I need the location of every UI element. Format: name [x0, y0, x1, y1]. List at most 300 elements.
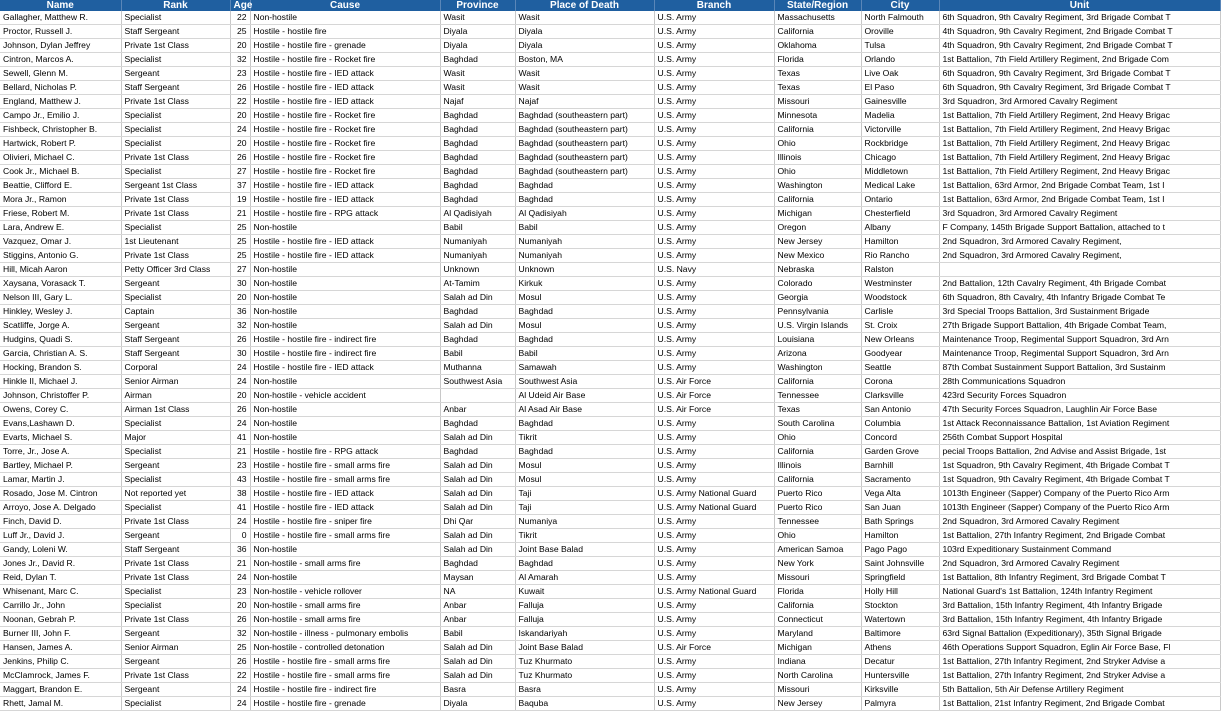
cell-cause[interactable]: Hostile - hostile fire - sniper fire — [250, 515, 440, 529]
cell-unit[interactable]: 1st Battalion, 27th Infantry Regiment, 2nd Brigade Combat — [939, 529, 1220, 543]
cell-province[interactable]: Salah ad Din — [440, 501, 515, 515]
cell-state-region[interactable]: South Carolina — [774, 417, 861, 431]
cell-state-region[interactable]: Texas — [774, 403, 861, 417]
cell-cause[interactable]: Hostile - hostile fire - IED attack — [250, 179, 440, 193]
cell-cause[interactable]: Non-hostile — [250, 277, 440, 291]
cell-city[interactable]: Goodyear — [861, 347, 939, 361]
cell-cause[interactable]: Hostile - hostile fire - RPG attack — [250, 207, 440, 221]
cell-branch[interactable]: U.S. Army — [654, 613, 774, 627]
cell-age[interactable]: 23 — [230, 459, 250, 473]
cell-place-of-death[interactable]: Al Amarah — [515, 571, 654, 585]
cell-age[interactable]: 22 — [230, 11, 250, 25]
cell-place-of-death[interactable]: Numaniyah — [515, 235, 654, 249]
cell-province[interactable]: Salah ad Din — [440, 487, 515, 501]
cell-state-region[interactable]: Texas — [774, 67, 861, 81]
cell-city[interactable]: Clarksville — [861, 389, 939, 403]
cell-rank[interactable]: Sergeant — [121, 277, 230, 291]
header-branch[interactable]: Branch — [654, 0, 774, 11]
cell-state-region[interactable]: Illinois — [774, 459, 861, 473]
cell-state-region[interactable]: Pennsylvania — [774, 305, 861, 319]
table-row[interactable] — [0, 655, 1220, 669]
table-row[interactable] — [0, 529, 1220, 543]
cell-rank[interactable]: Specialist — [121, 11, 230, 25]
cell-province[interactable]: Numaniyah — [440, 249, 515, 263]
cell-rank[interactable]: Specialist — [121, 501, 230, 515]
cell-cause[interactable]: Non-hostile — [250, 431, 440, 445]
cell-age[interactable]: 25 — [230, 221, 250, 235]
cell-cause[interactable]: Hostile - hostile fire - IED attack — [250, 249, 440, 263]
cell-province[interactable]: Babil — [440, 221, 515, 235]
cell-rank[interactable]: Specialist — [121, 417, 230, 431]
cell-city[interactable]: Medical Lake — [861, 179, 939, 193]
cell-rank[interactable]: Private 1st Class — [121, 515, 230, 529]
cell-city[interactable]: Gainesville — [861, 95, 939, 109]
cell-province[interactable]: Al Qadisiyah — [440, 207, 515, 221]
cell-place-of-death[interactable]: Baghdad (southeastern part) — [515, 151, 654, 165]
cell-age[interactable]: 23 — [230, 67, 250, 81]
cell-unit[interactable]: F Company, 145th Brigade Support Battalion, attached to t — [939, 221, 1220, 235]
cell-age[interactable]: 26 — [230, 81, 250, 95]
cell-rank[interactable]: Specialist — [121, 291, 230, 305]
cell-state-region[interactable]: Louisiana — [774, 333, 861, 347]
table-row[interactable] — [0, 165, 1220, 179]
cell-branch[interactable]: U.S. Army — [654, 221, 774, 235]
cell-unit[interactable]: 4th Squadron, 9th Cavalry Regiment, 2nd Brigade Combat T — [939, 25, 1220, 39]
cell-cause[interactable]: Hostile - hostile fire - grenade — [250, 697, 440, 711]
cell-rank[interactable]: Private 1st Class — [121, 193, 230, 207]
cell-state-region[interactable]: Washington — [774, 179, 861, 193]
cell-name[interactable]: Lara, Andrew E. — [0, 221, 121, 235]
cell-cause[interactable]: Hostile - hostile fire - IED attack — [250, 235, 440, 249]
cell-cause[interactable]: Hostile - hostile fire - IED attack — [250, 95, 440, 109]
cell-state-region[interactable]: Missouri — [774, 95, 861, 109]
cell-state-region[interactable]: Ohio — [774, 137, 861, 151]
cell-branch[interactable]: U.S. Army National Guard — [654, 487, 774, 501]
cell-name[interactable]: Evarts, Michael S. — [0, 431, 121, 445]
cell-place-of-death[interactable]: Boston, MA — [515, 53, 654, 67]
cell-cause[interactable]: Non-hostile — [250, 221, 440, 235]
cell-unit[interactable]: 87th Combat Sustainment Support Battalion, 3rd Sustainm — [939, 361, 1220, 375]
table-row[interactable] — [0, 123, 1220, 137]
cell-province[interactable]: Baghdad — [440, 123, 515, 137]
cell-name[interactable]: Arroyo, Jose A. Delgado — [0, 501, 121, 515]
cell-age[interactable]: 26 — [230, 613, 250, 627]
cell-rank[interactable]: Not reported yet — [121, 487, 230, 501]
cell-rank[interactable]: Sergeant — [121, 319, 230, 333]
cell-branch[interactable]: U.S. Army — [654, 361, 774, 375]
cell-name[interactable]: Hill, Micah Aaron — [0, 263, 121, 277]
cell-place-of-death[interactable]: Numaniya — [515, 515, 654, 529]
cell-province[interactable]: Baghdad — [440, 53, 515, 67]
cell-rank[interactable]: 1st Lieutenant — [121, 235, 230, 249]
table-row[interactable] — [0, 417, 1220, 431]
cell-name[interactable]: Gandy, Loleni W. — [0, 543, 121, 557]
cell-place-of-death[interactable]: Baghdad (southeastern part) — [515, 137, 654, 151]
cell-province[interactable] — [440, 389, 515, 403]
table-row[interactable] — [0, 25, 1220, 39]
cell-rank[interactable]: Staff Sergeant — [121, 25, 230, 39]
cell-cause[interactable]: Hostile - hostile fire - IED attack — [250, 487, 440, 501]
cell-state-region[interactable]: Georgia — [774, 291, 861, 305]
cell-rank[interactable]: Specialist — [121, 599, 230, 613]
cell-city[interactable]: Chicago — [861, 151, 939, 165]
cell-province[interactable]: Muthanna — [440, 361, 515, 375]
cell-unit[interactable]: 3rd Special Troops Battalion, 3rd Sustainment Brigade — [939, 305, 1220, 319]
cell-age[interactable]: 36 — [230, 305, 250, 319]
cell-place-of-death[interactable]: Baquba — [515, 697, 654, 711]
cell-cause[interactable]: Hostile - hostile fire - IED attack — [250, 361, 440, 375]
table-row[interactable] — [0, 179, 1220, 193]
cell-place-of-death[interactable]: Samawah — [515, 361, 654, 375]
cell-name[interactable]: Fishbeck, Christopher B. — [0, 123, 121, 137]
cell-name[interactable]: Bellard, Nicholas P. — [0, 81, 121, 95]
table-row[interactable] — [0, 221, 1220, 235]
cell-branch[interactable]: U.S. Army — [654, 417, 774, 431]
cell-unit[interactable]: 1st Battalion, 27th Infantry Regiment, 2nd Stryker Advise a — [939, 655, 1220, 669]
cell-city[interactable]: Holly Hill — [861, 585, 939, 599]
cell-place-of-death[interactable]: Mosul — [515, 459, 654, 473]
cell-city[interactable]: Corona — [861, 375, 939, 389]
cell-age[interactable]: 27 — [230, 263, 250, 277]
cell-cause[interactable]: Hostile - hostile fire - Rocket fire — [250, 123, 440, 137]
cell-rank[interactable]: Sergeant 1st Class — [121, 179, 230, 193]
cell-branch[interactable]: U.S. Army — [654, 655, 774, 669]
header-state-region[interactable]: State/Region — [774, 0, 861, 11]
cell-place-of-death[interactable]: Mosul — [515, 319, 654, 333]
cell-cause[interactable]: Hostile - hostile fire — [250, 25, 440, 39]
cell-city[interactable]: Barnhill — [861, 459, 939, 473]
cell-age[interactable]: 19 — [230, 193, 250, 207]
cell-branch[interactable]: U.S. Army — [654, 697, 774, 711]
cell-unit[interactable]: 1st Battalion, 7th Field Artillery Regiment, 2nd Heavy Brigac — [939, 165, 1220, 179]
cell-name[interactable]: Hansen, James A. — [0, 641, 121, 655]
cell-unit[interactable]: 1st Battalion, 7th Field Artillery Regiment, 2nd Brigade Com — [939, 53, 1220, 67]
cell-state-region[interactable]: Florida — [774, 53, 861, 67]
cell-state-region[interactable]: Nebraska — [774, 263, 861, 277]
cell-state-region[interactable]: California — [774, 473, 861, 487]
cell-province[interactable]: Salah ad Din — [440, 655, 515, 669]
cell-cause[interactable]: Hostile - hostile fire - IED attack — [250, 193, 440, 207]
cell-place-of-death[interactable]: Tuz Khurmato — [515, 669, 654, 683]
table-row[interactable] — [0, 641, 1220, 655]
cell-name[interactable]: Jones Jr., David R. — [0, 557, 121, 571]
cell-age[interactable]: 26 — [230, 151, 250, 165]
cell-cause[interactable]: Hostile - hostile fire - small arms fire — [250, 459, 440, 473]
cell-province[interactable]: Anbar — [440, 599, 515, 613]
cell-place-of-death[interactable]: Kuwait — [515, 585, 654, 599]
cell-province[interactable]: Maysan — [440, 571, 515, 585]
cell-unit[interactable]: Maintenance Troop, Regimental Support Squadron, 3rd Arn — [939, 347, 1220, 361]
cell-rank[interactable]: Staff Sergeant — [121, 543, 230, 557]
cell-city[interactable]: Baltimore — [861, 627, 939, 641]
cell-name[interactable]: Beattie, Clifford E. — [0, 179, 121, 193]
cell-place-of-death[interactable]: Southwest Asia — [515, 375, 654, 389]
cell-rank[interactable]: Specialist — [121, 165, 230, 179]
cell-place-of-death[interactable]: Wasit — [515, 81, 654, 95]
cell-province[interactable]: Anbar — [440, 403, 515, 417]
cell-place-of-death[interactable]: Tikrit — [515, 431, 654, 445]
cell-age[interactable]: 20 — [230, 109, 250, 123]
cell-state-region[interactable]: New York — [774, 557, 861, 571]
header-cause[interactable]: Cause — [250, 0, 440, 11]
cell-cause[interactable]: Non-hostile — [250, 291, 440, 305]
cell-state-region[interactable]: Minnesota — [774, 109, 861, 123]
cell-cause[interactable]: Non-hostile - vehicle accident — [250, 389, 440, 403]
cell-city[interactable]: Rockbridge — [861, 137, 939, 151]
table-row[interactable] — [0, 11, 1220, 25]
cell-cause[interactable]: Hostile - hostile fire - small arms fire — [250, 529, 440, 543]
cell-branch[interactable]: U.S. Air Force — [654, 389, 774, 403]
cell-city[interactable]: North Falmouth — [861, 11, 939, 25]
cell-age[interactable]: 23 — [230, 585, 250, 599]
cell-unit[interactable]: 1st Battalion, 7th Field Artillery Regiment, 2nd Heavy Brigac — [939, 137, 1220, 151]
cell-unit[interactable]: 2nd Battalion, 12th Cavalry Regiment, 4th Brigade Combat — [939, 277, 1220, 291]
cell-city[interactable]: Tulsa — [861, 39, 939, 53]
cell-province[interactable]: Baghdad — [440, 445, 515, 459]
cell-name[interactable]: Evans,Lashawn D. — [0, 417, 121, 431]
cell-rank[interactable]: Sergeant — [121, 67, 230, 81]
cell-city[interactable]: Middletown — [861, 165, 939, 179]
cell-name[interactable]: Owens, Corey C. — [0, 403, 121, 417]
cell-province[interactable]: Baghdad — [440, 165, 515, 179]
table-row[interactable] — [0, 445, 1220, 459]
cell-branch[interactable]: U.S. Air Force — [654, 641, 774, 655]
cell-rank[interactable]: Specialist — [121, 221, 230, 235]
cell-cause[interactable]: Hostile - hostile fire - Rocket fire — [250, 151, 440, 165]
table-row[interactable] — [0, 515, 1220, 529]
cell-city[interactable]: Saint Johnsville — [861, 557, 939, 571]
cell-name[interactable]: Scatliffe, Jorge A. — [0, 319, 121, 333]
cell-name[interactable]: Proctor, Russell J. — [0, 25, 121, 39]
cell-state-region[interactable]: Missouri — [774, 683, 861, 697]
cell-age[interactable]: 26 — [230, 403, 250, 417]
cell-province[interactable]: Salah ad Din — [440, 529, 515, 543]
cell-place-of-death[interactable]: Wasit — [515, 11, 654, 25]
cell-rank[interactable]: Private 1st Class — [121, 669, 230, 683]
cell-rank[interactable]: Sergeant — [121, 529, 230, 543]
cell-branch[interactable]: U.S. Army — [654, 25, 774, 39]
cell-state-region[interactable]: New Mexico — [774, 249, 861, 263]
table-row[interactable] — [0, 249, 1220, 263]
cell-place-of-death[interactable]: Baghdad — [515, 557, 654, 571]
cell-place-of-death[interactable]: Iskandariyah — [515, 627, 654, 641]
cell-city[interactable]: Carlisle — [861, 305, 939, 319]
cell-province[interactable]: Najaf — [440, 95, 515, 109]
cell-unit[interactable]: Maintenance Troop, Regimental Support Squadron, 3rd Arn — [939, 333, 1220, 347]
cell-name[interactable]: Garcia, Christian A. S. — [0, 347, 121, 361]
cell-rank[interactable]: Captain — [121, 305, 230, 319]
cell-age[interactable]: 24 — [230, 417, 250, 431]
cell-unit[interactable]: 63rd Signal Battalion (Expeditionary), 35th Signal Brigade — [939, 627, 1220, 641]
cell-place-of-death[interactable]: Basra — [515, 683, 654, 697]
cell-name[interactable]: Gallagher, Matthew R. — [0, 11, 121, 25]
cell-name[interactable]: Luff Jr., David J. — [0, 529, 121, 543]
cell-branch[interactable]: U.S. Army — [654, 81, 774, 95]
table-row[interactable] — [0, 291, 1220, 305]
cell-age[interactable]: 20 — [230, 291, 250, 305]
cell-unit[interactable]: 1st Attack Reconnaissance Battalion, 1st Aviation Regiment — [939, 417, 1220, 431]
cell-branch[interactable]: U.S. Army — [654, 249, 774, 263]
cell-unit[interactable]: 1st Battalion, 8th Infantry Regiment, 3rd Brigade Combat T — [939, 571, 1220, 585]
cell-province[interactable]: Baghdad — [440, 193, 515, 207]
cell-age[interactable]: 27 — [230, 165, 250, 179]
cell-place-of-death[interactable]: Falluja — [515, 599, 654, 613]
table-row[interactable] — [0, 277, 1220, 291]
cell-state-region[interactable]: Washington — [774, 361, 861, 375]
cell-rank[interactable]: Specialist — [121, 109, 230, 123]
cell-age[interactable]: 20 — [230, 599, 250, 613]
cell-unit[interactable]: 1st Battalion, 7th Field Artillery Regiment, 2nd Heavy Brigac — [939, 151, 1220, 165]
cell-place-of-death[interactable]: Baghdad (southeastern part) — [515, 123, 654, 137]
cell-cause[interactable]: Hostile - hostile fire - IED attack — [250, 501, 440, 515]
table-row[interactable] — [0, 39, 1220, 53]
cell-province[interactable]: Anbar — [440, 613, 515, 627]
cell-age[interactable]: 24 — [230, 123, 250, 137]
cell-city[interactable]: Hamilton — [861, 529, 939, 543]
cell-unit[interactable]: 6th Squadron, 8th Cavalry, 4th Infantry Brigade Combat Te — [939, 291, 1220, 305]
cell-cause[interactable]: Hostile - hostile fire - Rocket fire — [250, 53, 440, 67]
cell-unit[interactable]: 423rd Security Forces Squadron — [939, 389, 1220, 403]
cell-branch[interactable]: U.S. Army — [654, 165, 774, 179]
cell-place-of-death[interactable]: Joint Base Balad — [515, 543, 654, 557]
cell-name[interactable]: Friese, Robert M. — [0, 207, 121, 221]
cell-state-region[interactable]: California — [774, 123, 861, 137]
cell-province[interactable]: Baghdad — [440, 151, 515, 165]
cell-province[interactable]: Baghdad — [440, 179, 515, 193]
cell-branch[interactable]: U.S. Army — [654, 53, 774, 67]
cell-cause[interactable]: Non-hostile - small arms fire — [250, 613, 440, 627]
cell-name[interactable]: Carrillo Jr., John — [0, 599, 121, 613]
cell-unit[interactable]: 46th Operations Support Squadron, Eglin Air Force Base, Fl — [939, 641, 1220, 655]
cell-cause[interactable]: Hostile - hostile fire - small arms fire — [250, 655, 440, 669]
cell-rank[interactable]: Private 1st Class — [121, 557, 230, 571]
cell-cause[interactable]: Hostile - hostile fire - indirect fire — [250, 683, 440, 697]
cell-unit[interactable]: 6th Squadron, 9th Cavalry Regiment, 3rd Brigade Combat T — [939, 67, 1220, 81]
table-row[interactable] — [0, 473, 1220, 487]
cell-rank[interactable]: Private 1st Class — [121, 151, 230, 165]
cell-rank[interactable]: Staff Sergeant — [121, 81, 230, 95]
table-row[interactable] — [0, 361, 1220, 375]
cell-state-region[interactable]: Michigan — [774, 641, 861, 655]
cell-age[interactable]: 0 — [230, 529, 250, 543]
cell-place-of-death[interactable]: Baghdad — [515, 417, 654, 431]
cell-city[interactable]: Huntersville — [861, 669, 939, 683]
cell-city[interactable]: Westminster — [861, 277, 939, 291]
cell-rank[interactable]: Staff Sergeant — [121, 347, 230, 361]
cell-city[interactable]: Seattle — [861, 361, 939, 375]
cell-province[interactable]: NA — [440, 585, 515, 599]
cell-unit[interactable]: 1013th Engineer (Sapper) Company of the Puerto Rico Arm — [939, 501, 1220, 515]
cell-name[interactable]: Olivieri, Michael C. — [0, 151, 121, 165]
cell-cause[interactable]: Non-hostile - illness - pulmonary embolis — [250, 627, 440, 641]
cell-branch[interactable]: U.S. Army — [654, 319, 774, 333]
cell-branch[interactable]: U.S. Navy — [654, 263, 774, 277]
cell-province[interactable]: Dhi Qar — [440, 515, 515, 529]
cell-place-of-death[interactable]: Wasit — [515, 67, 654, 81]
table-row[interactable] — [0, 235, 1220, 249]
cell-unit[interactable]: 2nd Squadron, 3rd Armored Cavalry Regiment — [939, 557, 1220, 571]
cell-age[interactable]: 41 — [230, 431, 250, 445]
cell-state-region[interactable]: Massachusetts — [774, 11, 861, 25]
cell-name[interactable]: Cook Jr., Michael B. — [0, 165, 121, 179]
table-row[interactable] — [0, 109, 1220, 123]
table-row[interactable] — [0, 263, 1220, 277]
cell-rank[interactable]: Private 1st Class — [121, 39, 230, 53]
cell-province[interactable]: Babil — [440, 347, 515, 361]
cell-city[interactable]: Decatur — [861, 655, 939, 669]
cell-age[interactable]: 30 — [230, 277, 250, 291]
cell-unit[interactable]: 1st Squadron, 9th Cavalry Regiment, 4th Brigade Combat T — [939, 473, 1220, 487]
cell-unit[interactable]: pecial Troops Battalion, 2nd Advise and Assist Brigade, 1st — [939, 445, 1220, 459]
cell-state-region[interactable]: Tennessee — [774, 389, 861, 403]
cell-province[interactable]: Basra — [440, 683, 515, 697]
cell-city[interactable]: El Paso — [861, 81, 939, 95]
cell-age[interactable]: 24 — [230, 571, 250, 585]
cell-place-of-death[interactable]: Tikrit — [515, 529, 654, 543]
cell-name[interactable]: Finch, David D. — [0, 515, 121, 529]
table-row[interactable] — [0, 389, 1220, 403]
cell-place-of-death[interactable]: Babil — [515, 221, 654, 235]
cell-cause[interactable]: Hostile - hostile fire - Rocket fire — [250, 165, 440, 179]
cell-branch[interactable]: U.S. Army — [654, 459, 774, 473]
table-row[interactable] — [0, 543, 1220, 557]
cell-branch[interactable]: U.S. Army — [654, 571, 774, 585]
table-row[interactable] — [0, 67, 1220, 81]
cell-rank[interactable]: Specialist — [121, 137, 230, 151]
cell-state-region[interactable]: Arizona — [774, 347, 861, 361]
cell-age[interactable]: 25 — [230, 25, 250, 39]
cell-age[interactable]: 20 — [230, 137, 250, 151]
cell-name[interactable]: Whisenant, Marc C. — [0, 585, 121, 599]
cell-province[interactable]: Wasit — [440, 67, 515, 81]
cell-branch[interactable]: U.S. Army — [654, 445, 774, 459]
cell-state-region[interactable]: Texas — [774, 81, 861, 95]
header-province[interactable]: Province — [440, 0, 515, 11]
cell-unit[interactable]: 3rd Squadron, 3rd Armored Cavalry Regiment — [939, 95, 1220, 109]
cell-branch[interactable]: U.S. Army — [654, 151, 774, 165]
table-row[interactable] — [0, 431, 1220, 445]
cell-name[interactable]: Vazquez, Omar J. — [0, 235, 121, 249]
cell-age[interactable]: 38 — [230, 487, 250, 501]
cell-place-of-death[interactable]: Taji — [515, 487, 654, 501]
cell-rank[interactable]: Airman 1st Class — [121, 403, 230, 417]
header-rank[interactable]: Rank — [121, 0, 230, 11]
cell-name[interactable]: Hinkle II, Michael J. — [0, 375, 121, 389]
cell-rank[interactable]: Major — [121, 431, 230, 445]
cell-cause[interactable]: Hostile - hostile fire - Rocket fire — [250, 137, 440, 151]
cell-branch[interactable]: U.S. Army — [654, 95, 774, 109]
cell-rank[interactable]: Senior Airman — [121, 641, 230, 655]
cell-state-region[interactable]: Tennessee — [774, 515, 861, 529]
cell-unit[interactable]: 3rd Battalion, 15th Infantry Regiment, 4th Infantry Brigade — [939, 599, 1220, 613]
cell-place-of-death[interactable]: Baghdad — [515, 193, 654, 207]
cell-unit[interactable]: 6th Squadron, 9th Cavalry Regiment, 3rd Brigade Combat T — [939, 11, 1220, 25]
cell-place-of-death[interactable]: Tuz Khurmato — [515, 655, 654, 669]
header-unit[interactable]: Unit — [939, 0, 1220, 11]
cell-cause[interactable]: Hostile - hostile fire - indirect fire — [250, 347, 440, 361]
cell-age[interactable]: 21 — [230, 557, 250, 571]
cell-cause[interactable]: Non-hostile - controlled detonation — [250, 641, 440, 655]
table-row[interactable] — [0, 347, 1220, 361]
cell-age[interactable]: 21 — [230, 445, 250, 459]
cell-city[interactable]: Springfield — [861, 571, 939, 585]
cell-branch[interactable]: U.S. Air Force — [654, 403, 774, 417]
cell-cause[interactable]: Non-hostile - vehicle rollover — [250, 585, 440, 599]
cell-unit[interactable]: 256th Combat Support Hospital — [939, 431, 1220, 445]
table-row[interactable] — [0, 599, 1220, 613]
table-row[interactable] — [0, 95, 1220, 109]
cell-branch[interactable]: U.S. Army — [654, 179, 774, 193]
